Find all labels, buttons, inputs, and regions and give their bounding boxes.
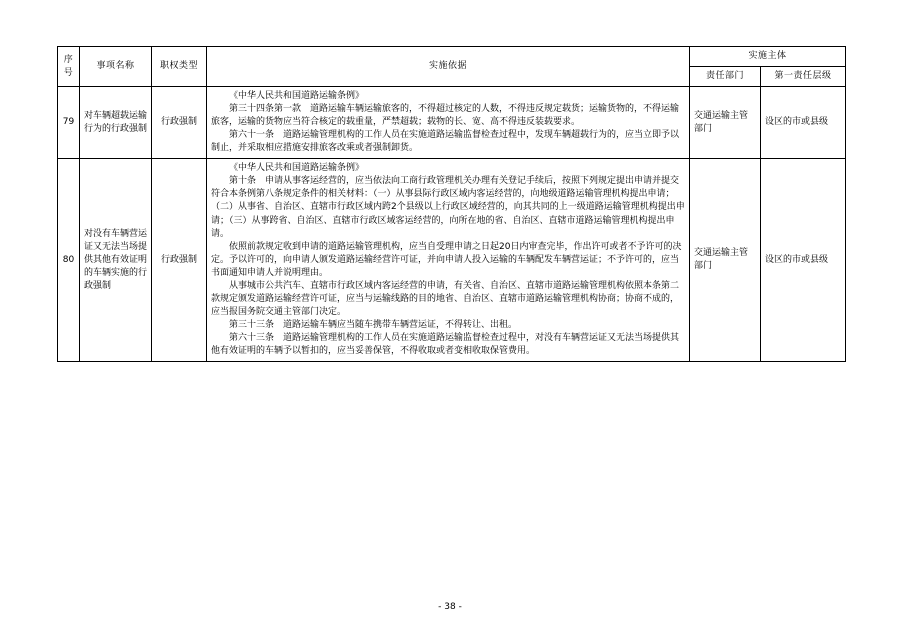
basis-paragraph: 第十条 申请从事客运经营的，应当依法向工商行政管理机关办理有关登记手续后，按照下列规定提出申请并提交符合本条例第八条规定条件的相关材料：（一）从事县际行政区域内客运经营的，向地级道路运输管理机构提出申请；（二）从事省、自治区、直辖市行政区域内跨2个县级以上行政区域经营的，向其共同的上一级道路运输管理机构提出申请；（三）从事跨省、自治区、直辖市行政区域客运经营的，向所在地的省、自治区、直辖市道路运输管理机构提出申请。 — [211, 176, 685, 239]
header-level-label: 第一责任层级 — [774, 71, 832, 82]
row-type: 行政强制 — [152, 159, 207, 362]
header-level — [761, 67, 846, 87]
header-dept — [690, 67, 761, 87]
row-dept: 交通运输主管部门 — [690, 87, 761, 159]
row-seq: 79 — [58, 87, 80, 159]
authority-table — [57, 46, 846, 362]
row-dept: 交通运输主管部门 — [690, 159, 761, 362]
header-basis-label: 实施依据 — [428, 61, 467, 72]
header-type-label: 职权类型 — [159, 61, 198, 72]
header-seq — [58, 47, 80, 87]
basis-paragraph: 从事城市公共汽车、直辖市行政区域内客运经营的申请，有关省、自治区、直辖市道路运输管理机构依照本条第二款规定颁发道路运输经营许可证，应当与运输线路的目的地省、自治区、直辖市道路运输管理机构协商；协商不成的，应当报国务院交通主管部门决定。 — [211, 280, 680, 317]
table-row — [58, 159, 846, 362]
row-name: 对车辆超载运输行为的行政强制 — [80, 87, 152, 159]
page-number: - 38 - — [438, 602, 462, 612]
row-basis — [207, 87, 690, 159]
row-name: 对没有车辆营运证又无法当场提供其他有效证明的车辆实施的行政强制 — [80, 159, 152, 362]
basis-paragraph: 《中华人民共和国道路运输条例》 — [229, 91, 365, 102]
header-dept-label: 责任部门 — [705, 71, 744, 82]
header-seq-label: 序号 — [63, 54, 74, 78]
row-level: 设区的市或县级 — [761, 87, 846, 159]
row-type: 行政强制 — [152, 87, 207, 159]
basis-paragraph: 第六十三条 道路运输管理机构的工作人员在实施道路运输监督检查过程中，对没有车辆营运证又无法当场提供其他有效证明的车辆予以暂扣的，应当妥善保管，不得收取或者变相收取保管费用。 — [211, 332, 680, 356]
table-header-row — [58, 47, 846, 67]
header-subject-group-label: 实施主体 — [748, 51, 787, 61]
basis-paragraph: 第六十一条 道路运输管理机构的工作人员在实施道路运输监督检查过程中，发现车辆超载行为的，应当立即予以制止，并采取相应措施安排旅客改乘或者强制卸货。 — [211, 130, 680, 154]
basis-paragraph: 依照前款规定收到申请的道路运输管理机构，应当自受理申请之日起20日内审查完毕，作出许可或者不予许可的决定。予以许可的，向申请人颁发道路运输经营许可证，并向申请人投入运输的车辆配发车辆营运证；不予许可的，应当书面通知申请人并说明理由。 — [211, 241, 682, 278]
basis-paragraph: 《中华人民共和国道路运输条例》 — [229, 163, 365, 174]
row-level: 设区的市或县级 — [761, 159, 846, 362]
basis-paragraph: 第三十三条 道路运输车辆应当随车携带车辆营运证，不得转让、出租。 — [229, 319, 518, 330]
header-type — [152, 47, 207, 87]
row-basis — [207, 159, 690, 362]
header-name — [80, 47, 152, 87]
basis-paragraph: 第三十四条第一款 道路运输车辆运输旅客的，不得超过核定的人数，不得违反规定载货；运输货物的，不得运输旅客，运输的货物应当符合核定的载重量，严禁超载；载物的长、宽、高不得违反装载要求。 — [211, 104, 680, 128]
table-row — [58, 87, 846, 159]
header-basis — [207, 47, 690, 87]
header-name-label: 事项名称 — [96, 61, 135, 72]
row-seq: 80 — [58, 159, 80, 362]
header-subject-group — [690, 47, 846, 67]
